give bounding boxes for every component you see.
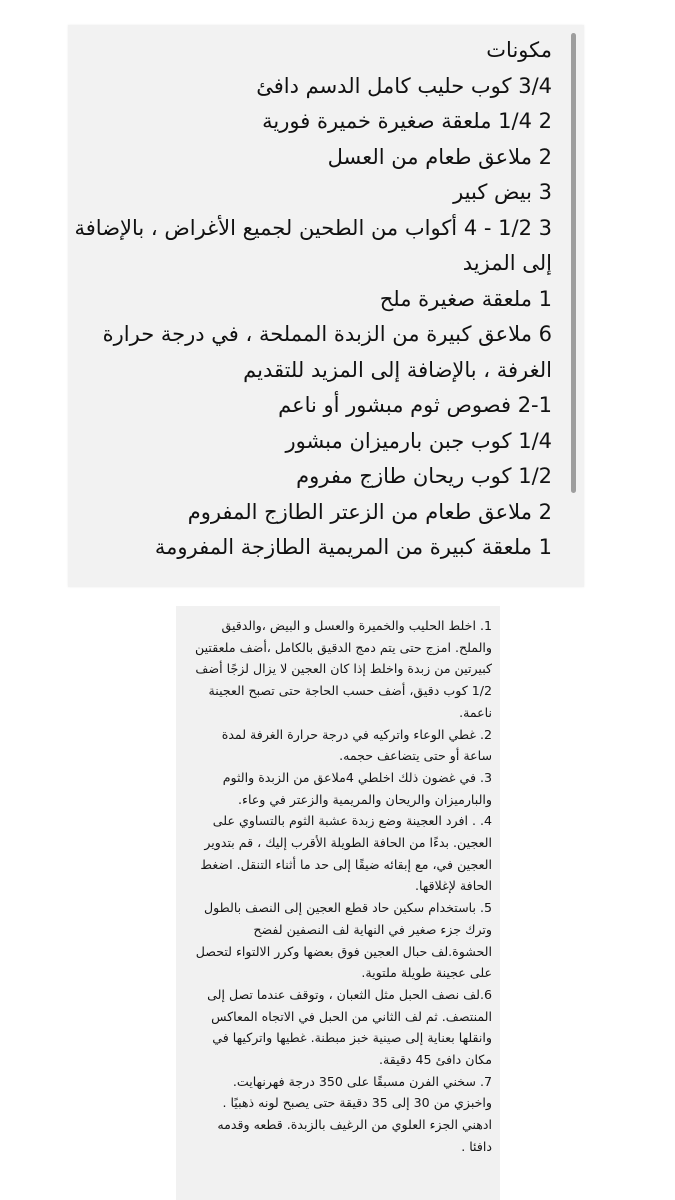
steps-list [192, 615, 492, 1158]
ingredient-item: 2 ملاعق طعام من الزعتر الطازج المفروم [187, 499, 552, 524]
ingredient-item: 6 ملاعق كبيرة من الزبدة المملحة ، في درجة حرارة الغرفة ، بالإضافة إلى المزيد للتقديم [102, 322, 552, 382]
step-paragraph: 4. . افرد العجينة وضع زبدة عشبة الثوم بالتساوي على العجين. بدءًا من الحافة الطويلة الأقرب إليك ، قم بتدوير العجين في، مع إبقائه ضيقًا إلى حد ما أثناء التنقل. اضغط الحافة لإغلاقها. [200, 813, 492, 894]
ingredients-panel [68, 25, 584, 587]
ingredient-item: 1 ملعقة كبيرة من المريمية الطازجة المفرومة [154, 535, 552, 559]
step-paragraph: 7. سخني الفرن مسبقًا على 350 درجة فهرنهايت. واخبزي من 30 إلى 35 دقيقة حتى يصبح لونه ذهبيًا . ادهني الجزء العلوي من الرغيف بالزبدة. قطعه وقدمه دافئا . [217, 1073, 492, 1154]
step-paragraph: 1. اخلط الحليب والخميرة والعسل و البيض ،والدقيق والملح. امزج حتى يتم دمج الدقيق بالكامل ،أضف ملعقتين كبيرتين من زبدة واخلط إذا كان العجين لا يزال لزجًا أضف 1/2 كوب دقيق، أضف حسب الحاجة حتى تصبح العجينة ناعمة. [195, 618, 492, 720]
ingredient-item: 1 ملعقة صغيرة ملح [379, 286, 552, 311]
ingredients-heading: مكونات [486, 38, 552, 62]
step-paragraph: 2. غطي الوعاء واتركيه في درجة حرارة الغرفة لمدة ساعة أو حتى يتضاعف حجمه. [221, 726, 492, 764]
ingredient-item: 2 ملاعق طعام من العسل [327, 144, 552, 169]
ingredient-item: 2 1/4 ملعقة صغيرة خميرة فورية [262, 109, 552, 133]
ingredients-list [72, 33, 552, 566]
ingredient-item: 1/4 كوب جبن بارميزان مبشور [285, 428, 552, 453]
step-paragraph: 5. باستخدام سكين حاد قطع العجين إلى النصف بالطول وترك جزء صغير في النهاية لف النصفين لفضح الحشوة.لف حبال العجين فوق بعضها وكرر الالتواء لتحصل على عجينة طويلة ملتوية. [195, 900, 492, 981]
ingredient-item: 3/4 كوب حليب كامل الدسم دافئ [256, 73, 552, 98]
scrollbar[interactable] [571, 33, 576, 493]
ingredient-item: 2-1 فصوص ثوم مبشور أو ناعم [278, 393, 552, 417]
ingredient-item: 3 بيض كبير [453, 180, 552, 204]
ingredient-item: 3 1/2 - 4 أكواب من الطحين لجميع الأغراض ، بالإضافة إلى المزيد [74, 215, 552, 275]
steps-panel [176, 606, 500, 1200]
ingredient-item: 1/2 كوب ريحان طازج مفروم [296, 464, 552, 488]
step-paragraph: 6.لف نصف الحبل مثل الثعبان ، وتوقف عندما تصل إلى المنتصف. ثم لف الثاني من الحبل في الاتجاه المعاكس وانقلها بعناية إلى صينية خبز مبطنة. غطيها واتركيها في مكان دافئ 45 دقيقة. [207, 986, 492, 1068]
step-paragraph: 3. في غضون ذلك اخلطي 4ملاعق من الزبدة والثوم والبارميزان والريحان والمريمية والزعتر في وعاء. [222, 769, 492, 807]
